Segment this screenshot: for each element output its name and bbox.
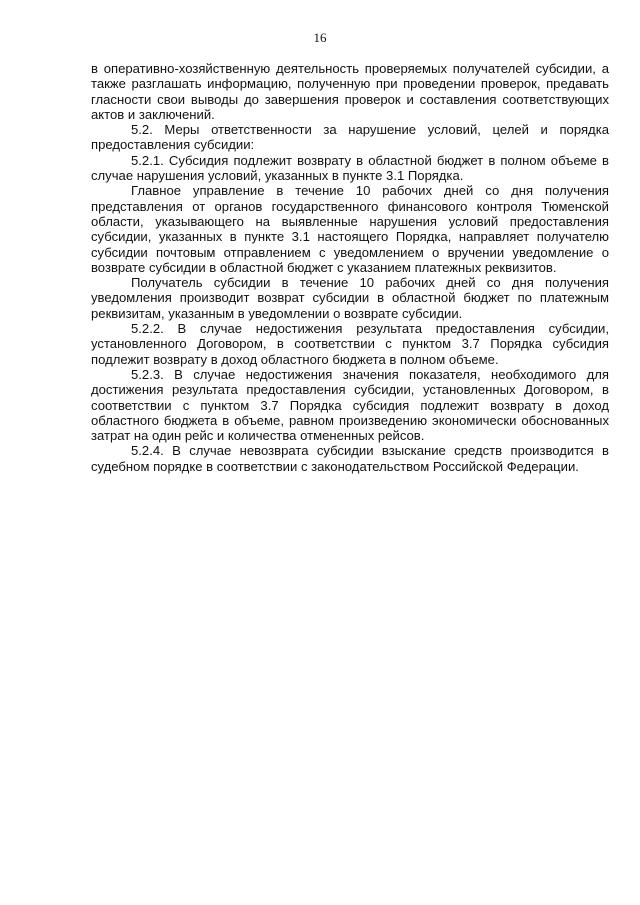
paragraph-5-2-4: 5.2.4. В случае невозврата субсидии взыскание средств производится в судебном порядке в соответствии с законодательством Российской Федерации. (91, 443, 609, 474)
paragraph-recipient-return: Получатель субсидии в течение 10 рабочих дней со дня получения уведомления производит возврат субсидии в областной бюджет по платежным реквизитам, указанным в уведомлении о возврате субсидии. (91, 275, 609, 321)
document-body (91, 61, 609, 474)
paragraph-5-2-3: 5.2.3. В случае недостижения значения показателя, необходимого для достижения результата предоставления субсидии, установленных Договором, в соответствии с пунктом 3.7 Порядка субсидия подлежит возврату в доход областного бюджета в объеме, равном произведению экономически обоснованных затрат на один рейс и количества отмененных рейсов. (91, 366, 609, 444)
paragraph-5-2-2: 5.2.2. В случае недостижения результата предоставления субсидии, установленного Договором, в соответствии с пунктом 3.7 Порядка субсидия подлежит возврату в доход областного бюджета в полном объеме. (91, 321, 609, 367)
page-number: 16 (313, 30, 327, 45)
paragraph-main-department: Главное управление в течение 10 рабочих дней со дня получения представления от органов государственного финансового контроля Тюменской области, указывающего на выявленные нарушения условий предоставления субсидии, указанных в пункте 3.1 настоящего Порядка, направляет получателю субсидии почтовым отправлением с уведомлением о вручении уведомление о возврате субсидии в областной бюджет с указанием платежных реквизитов. (91, 183, 609, 275)
paragraph-continuation: в оперативно-хозяйственную деятельность проверяемых получателей субсидии, а также разглашать информацию, полученную при проведении проверок, предавать гласности свои выводы до завершения проверок и составления соответствующих актов и заключений. (91, 61, 609, 122)
paragraph-5-2: 5.2. Меры ответственности за нарушение условий, целей и порядка предоставления субсидии: (91, 122, 609, 153)
paragraph-5-2-1: 5.2.1. Субсидия подлежит возврату в областной бюджет в полном объеме в случае нарушения условий, указанных в пункте 3.1 Порядка. (91, 152, 609, 184)
